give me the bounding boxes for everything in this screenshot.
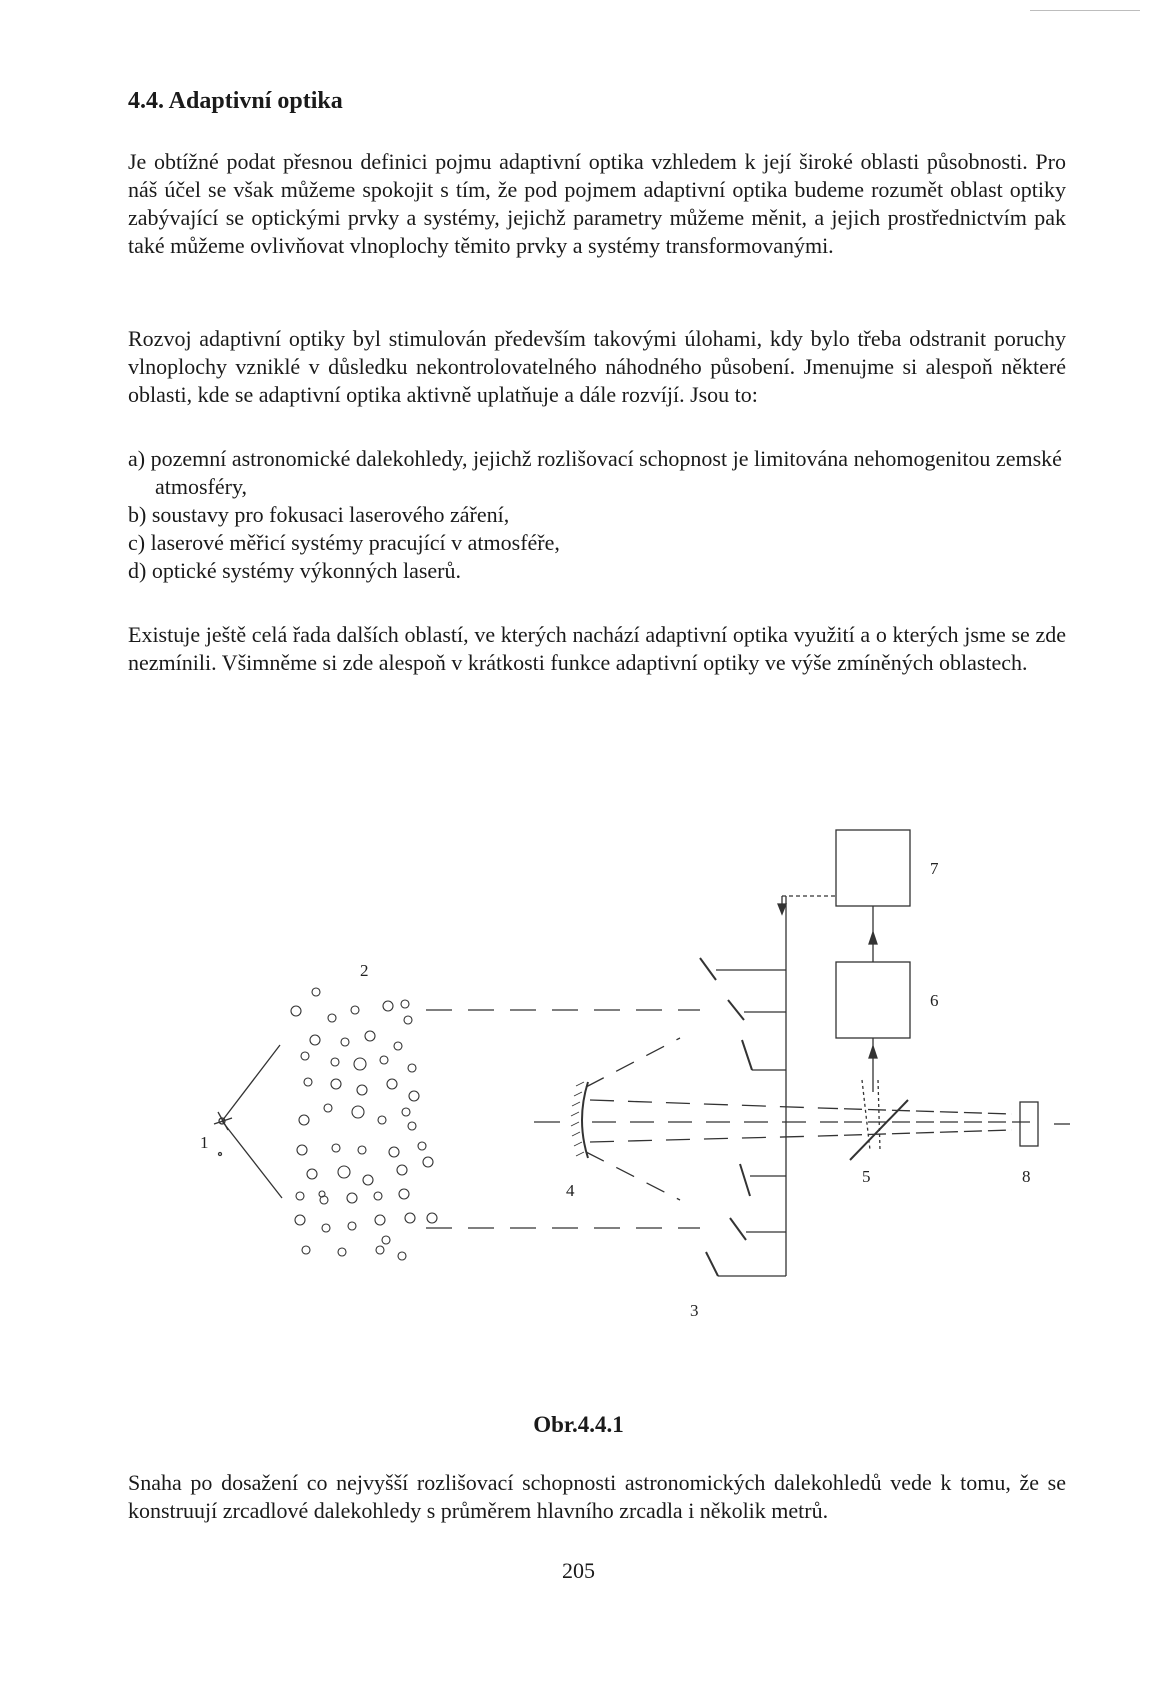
- section-title: 4.4. Adaptivní optika: [128, 88, 343, 114]
- list-item: c) laserové měřicí systémy pracující v atmosféře,: [128, 530, 560, 555]
- label-deformable-mirrors: 3: [690, 1301, 699, 1320]
- paragraph-3: Existuje ještě celá řada dalších oblastí, ve kterých nachází adaptivní optika využití a o kterých jsme se zde nezmínili. Všimněme si zde alespoň v krátkosti funkce adaptivní optiky ve výše zmíněných oblastech.: [128, 622, 1066, 675]
- page-number: 205: [562, 1558, 595, 1583]
- label-beam-splitter: 5: [862, 1167, 871, 1186]
- figure-caption: Obr.4.4.1: [533, 1412, 624, 1437]
- label-atmosphere: 2: [360, 961, 369, 980]
- turbulence-cells: [291, 988, 437, 1260]
- paragraph-4: Snaha po dosažení co nejvyšší rozlišovací schopnosti astronomických dalekohledů vede k tomu, že se konstruují zrcadlové dalekohledy s průměrem hlavního zrcadla i několik metrů.: [128, 1470, 1066, 1523]
- paragraph-2: Rozvoj adaptivní optiky byl stimulován především takovými úlohami, kdy bylo třeba odstranit poruchy vlnoplochy vzniklé v důsledku nekontrolovatelného náhodného působení. Jmenujme si alespoň některé oblasti, kde se adaptivní optika aktivně uplatňuje a dále rozvíjí. Jsou to:: [128, 326, 1066, 407]
- label-primary-mirror: 4: [566, 1181, 575, 1200]
- label-control-unit: 6: [930, 991, 939, 1010]
- list-item: d) optické systémy výkonných laserů.: [128, 558, 461, 583]
- label-detector: 8: [1022, 1167, 1031, 1186]
- label-source: 1: [200, 1133, 209, 1152]
- list-item: b) soustavy pro fokusaci laserového záření,: [128, 502, 510, 527]
- label-processor: 7: [930, 859, 939, 878]
- list-item: a) pozemní astronomické dalekohledy, jejichž rozlišovací schopnost je limitována nehomogenitou zemské atmosféry,: [128, 446, 1062, 499]
- paragraph-1: Je obtížné podat přesnou definici pojmu adaptivní optika vzhledem k její široké oblasti působnosti. Pro náš účel se však můžeme spokojit s tím, že pod pojmem adaptivní optika budeme rozumět oblast optiky zabývající se optickými prvky a systémy, jejichž parametry můžeme měnit, a jejich prostřednictvím pak také můžeme ovlivňovat vlnoplochy těmito prvky a systémy transformovanými.: [128, 149, 1066, 258]
